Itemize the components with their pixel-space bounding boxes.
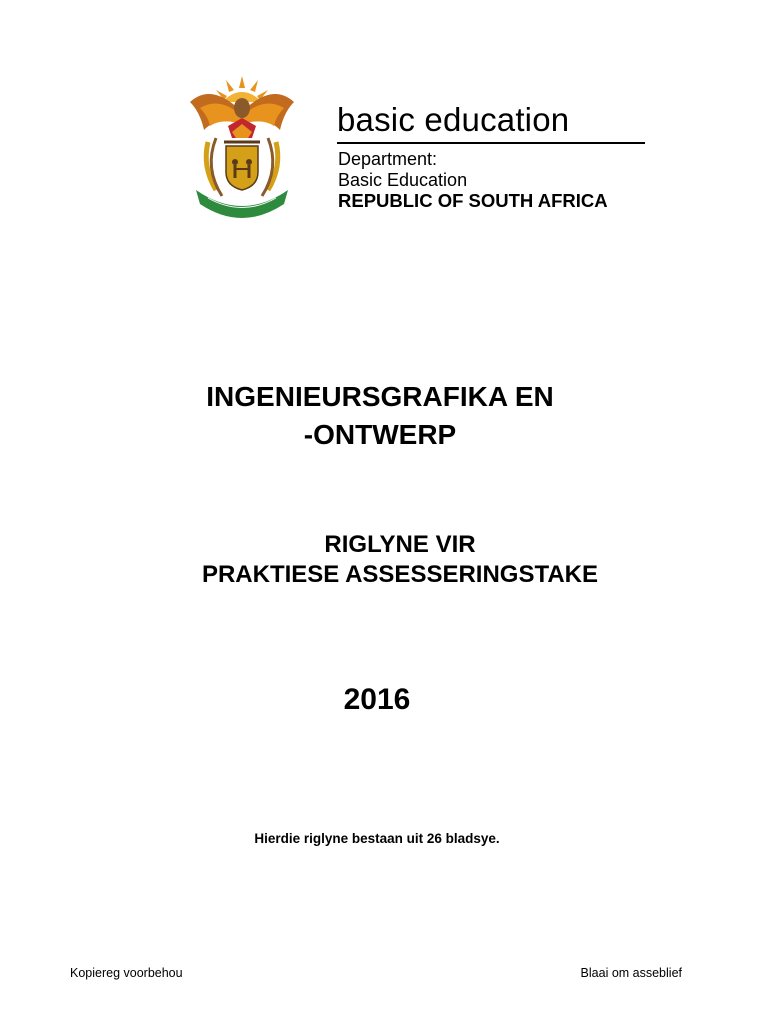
country-name: REPUBLIC OF SOUTH AFRICA: [338, 190, 608, 211]
document-title: [130, 378, 630, 454]
title-line-1: INGENIEURSGRAFIKA EN: [206, 381, 554, 412]
wordmark-divider: [337, 142, 645, 144]
title-line-2: -ONTWERP: [303, 419, 457, 450]
document-subtitle: [100, 530, 700, 590]
department-name: Basic Education: [338, 170, 468, 190]
department-logo: [172, 64, 652, 232]
document-year: 2016: [343, 683, 411, 716]
subtitle-line-2: PRAKTIESE ASSESSERINGSTAKE: [201, 561, 599, 588]
page-count-note: Hierdie riglyne bestaan uit 26 bladsye.: [254, 831, 500, 846]
department-label: Department:: [338, 149, 438, 169]
coat-of-arms-icon: [182, 72, 302, 222]
subtitle-line-1: RIGLYNE VIR: [324, 531, 476, 558]
footer-turn-page: Blaai om asseblief: [580, 966, 682, 980]
footer-copyright: Kopiereg voorbehou: [70, 966, 183, 980]
wordmark: basic education: [337, 101, 570, 138]
